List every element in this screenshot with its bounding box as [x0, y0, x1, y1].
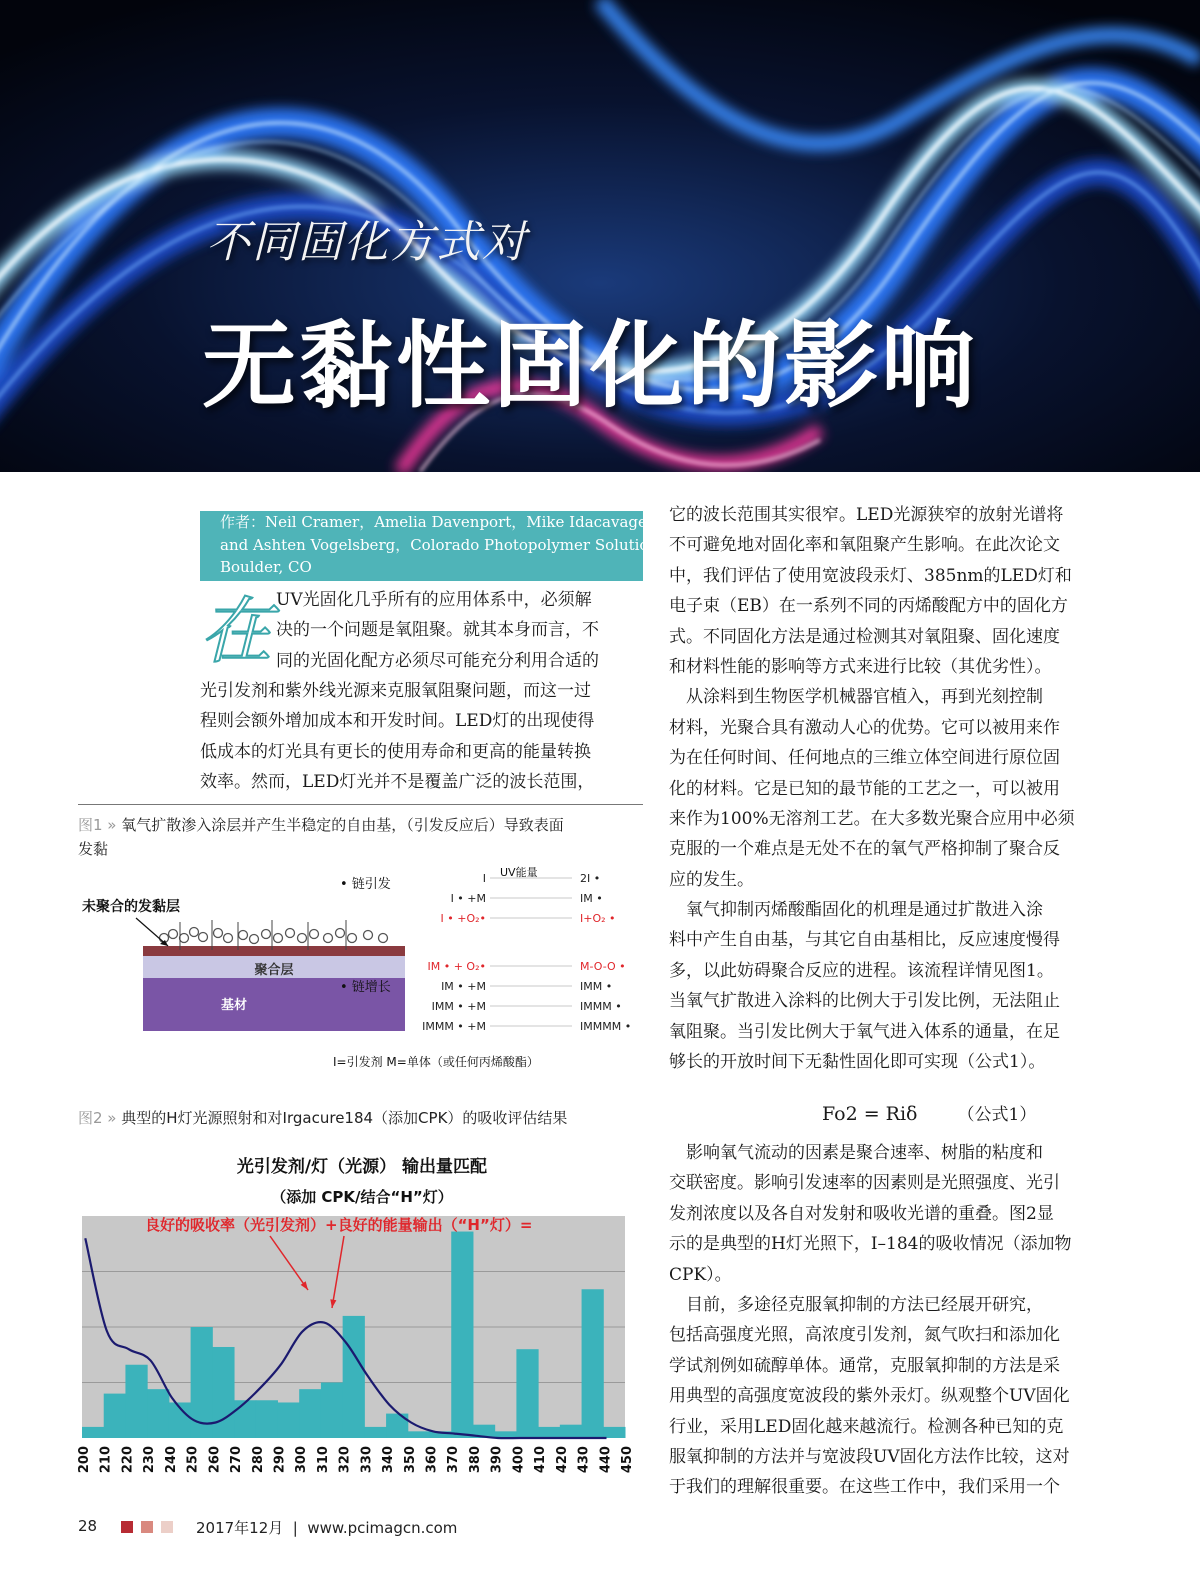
x-tick-label: 410 [533, 1446, 549, 1474]
right-column-bottom [669, 1138, 1112, 1503]
equation-1 [822, 1100, 1036, 1125]
text-line: 发剂浓度以及各自对发射和吸收光谱的重叠。图2显 [669, 1203, 1054, 1224]
reaction-products: IM • [580, 892, 603, 905]
x-tick-label: 330 [359, 1446, 375, 1474]
text-line: 服氧抑制的方法并与宽波段UV固化方法作比较，这对 [669, 1446, 1070, 1467]
author-box [200, 511, 671, 581]
figure1-diagram [78, 860, 643, 1070]
text-line: 效率。然而，LED灯光并不是覆盖广泛的波长范围， [200, 772, 595, 793]
text-line: 不可避免地对固化率和氧阻聚产生影响。在此次论文 [669, 535, 1060, 556]
chart-title: 光引发剂/灯（光源） 输出量匹配 [236, 1157, 488, 1177]
x-tick-label: 340 [381, 1446, 397, 1474]
bar-410 [538, 1427, 560, 1438]
x-tick-label: 200 [78, 1446, 92, 1474]
x-tick-label: 430 [576, 1446, 592, 1474]
figure2-caption-prefix: 图2 » [78, 1109, 117, 1127]
x-tick-label: 400 [511, 1446, 527, 1474]
text-line: 同的光固化配方必须尽可能充分利用合适的 [276, 650, 599, 671]
x-tick-label: 390 [489, 1446, 505, 1474]
text-line: CPK）。 [669, 1264, 732, 1285]
author-line: 作者：Neil Cramer，Amelia Davenport，Mike Idacavage [220, 513, 647, 531]
bar-400 [516, 1349, 538, 1438]
x-tick-label: 420 [554, 1446, 570, 1474]
figure1-caption-line: 氧气扩散渗入涂层并产生半稳定的自由基，（引发反应后）导致表面 [121, 816, 564, 834]
text-line: 电子束（EB）在一系列不同的丙烯酸配方中的固化方 [669, 596, 1068, 617]
x-tick-label: 300 [294, 1446, 310, 1474]
figure-divider [78, 804, 643, 805]
text-line: 多，以此妨碍聚合反应的进程。该流程详情见图1。 [669, 960, 1054, 981]
bar-310 [321, 1383, 343, 1439]
bar-320 [343, 1316, 365, 1438]
text-line: 式。不同固化方法是通过检测其对氧阻聚、固化速度 [669, 626, 1060, 647]
text-line: 化的材料。它是已知的最节能的工艺之一，可以被用 [669, 778, 1060, 799]
figure1-caption [78, 813, 643, 861]
oxygen-bubbles [160, 928, 388, 944]
x-tick-label: 280 [250, 1446, 266, 1474]
reaction-list [422, 872, 631, 1033]
x-tick-label: 370 [446, 1446, 462, 1474]
x-tick-label: 210 [98, 1446, 114, 1474]
reaction-reactants: I • +O₂• [440, 912, 486, 925]
x-tick-label: 270 [229, 1446, 245, 1474]
text-line: 交联密度。影响引发速率的因素则是光照强度、光引 [669, 1173, 1060, 1194]
label-polymer-layer: 聚合层 [254, 963, 294, 978]
article-title: 无黏性固化的影响 [202, 312, 979, 421]
reaction-products: M-O-O • [580, 960, 626, 973]
figure1-caption-prefix: 图1 » [78, 816, 117, 834]
reaction-reactants: IM • + O₂• [427, 960, 486, 973]
footer-square [121, 1521, 133, 1533]
text-line: 克服的一个难点是无处不在的氧气严格抑制了聚合反 [669, 839, 1060, 860]
bar-210 [104, 1394, 126, 1438]
x-tick-label: 260 [207, 1446, 223, 1474]
reaction-products: I+O₂ • [580, 912, 616, 925]
text-line: 中，我们评估了使用宽波段汞灯、385nm的LED灯和 [669, 565, 1072, 586]
reaction-reactants: IMMM • +M [422, 1020, 486, 1033]
drop-cap [200, 589, 273, 673]
chart-annotation: 良好的吸收率（光引发剂）+良好的能量输出（“H”灯）= [145, 1216, 533, 1234]
text-line: 低成本的灯光具有更长的使用寿命和更高的能量转换 [200, 741, 591, 762]
text-line: 包括高强度光照，高浓度引发剂，氮气吹扫和添加化 [669, 1325, 1060, 1346]
equation-text: Fo2 = Riδ [822, 1103, 918, 1125]
figure2-caption [78, 1106, 643, 1130]
bar-220 [125, 1365, 147, 1438]
x-tick-label: 440 [598, 1446, 614, 1474]
x-tick-label: 250 [185, 1446, 201, 1474]
reaction-reactants: I • +M [450, 892, 486, 905]
x-tick-label: 350 [402, 1446, 418, 1474]
text-line: UV光固化几乎所有的应用体系中，必须解 [276, 590, 592, 610]
author-line: and Ashten Vogelsberg，Colorado Photopolymer Solutions, [220, 535, 671, 554]
reaction-products: IMMMM • [580, 1020, 632, 1033]
footer-square [141, 1521, 153, 1533]
bar-300 [299, 1389, 321, 1438]
text-line: 当氧气扩散进入涂料的比例大于引发比例，无法阻止 [669, 991, 1060, 1012]
tacky-layer [143, 946, 405, 956]
figure1-caption-line: 发黏 [78, 840, 109, 858]
bar-370 [451, 1232, 473, 1438]
text-line: 够长的开放时间下无黏性固化即可实现（公式1）。 [669, 1052, 1046, 1073]
x-tick-label: 220 [120, 1446, 136, 1474]
author-line: Boulder, CO [220, 558, 312, 576]
text-line: 氧阻聚。当引发比例大于氧气进入体系的通量，在足 [669, 1021, 1060, 1042]
equation-tag: （公式1） [957, 1105, 1037, 1125]
article-subtitle: 不同固化方式对 [206, 217, 528, 268]
label-uv-energy: UV能量 [500, 866, 538, 879]
text-line: 氧气抑制丙烯酸酯固化的机理是通过扩散进入涂 [669, 900, 1043, 921]
page-number: 28 [78, 1517, 98, 1535]
chart-subtitle: （添加 CPK/结合“H”灯） [271, 1188, 453, 1206]
figure2-caption-text: 典型的H灯光源照射和对Irgacure184（添加CPK）的吸收评估结果 [121, 1109, 568, 1127]
text-line: 为在任何时间、任何地点的三维立体空间进行原位固 [669, 748, 1060, 769]
reaction-reactants: IM • +M [441, 980, 486, 993]
drop-cap-letter: 在 [200, 589, 273, 673]
left-column-body [200, 676, 643, 798]
right-column-top [669, 500, 1112, 1077]
label-tacky-layer: 未聚合的发黏层 [82, 899, 180, 915]
bar-290 [277, 1402, 299, 1438]
text-line: 决的一个问题是氧阻聚。就其本身而言，不 [276, 620, 599, 641]
x-tick-label: 290 [272, 1446, 288, 1474]
bar-330 [364, 1427, 386, 1438]
label-chain-propagation: • 链增长 [340, 980, 391, 995]
x-tick-label: 320 [337, 1446, 353, 1474]
text-line: 料中产生自由基，与其它自由基相比，反应速度慢得 [669, 930, 1060, 951]
bar-200 [82, 1427, 104, 1438]
text-line: 目前，多途径克服氧抑制的方法已经展开研究， [669, 1294, 1043, 1315]
text-line: 应的发生。 [669, 869, 754, 890]
reaction-reactants: IMM • +M [431, 1000, 486, 1013]
text-line: 学试剂例如硫醇单体。通常，克服氧抑制的方法是采 [669, 1355, 1060, 1376]
text-line: 于我们的理解很重要。在这些工作中，我们采用一个 [669, 1477, 1060, 1498]
label-substrate: 基材 [220, 998, 248, 1013]
bar-280 [256, 1400, 278, 1438]
label-chain-initiation: • 链引发 [340, 877, 391, 892]
reaction-products: IMMM • [580, 1000, 622, 1013]
text-line: 和材料性能的影响等方式来进行比较（其优劣性）。 [669, 656, 1052, 677]
bar-440 [603, 1427, 625, 1438]
text-line: 影响氧气流动的因素是聚合速率、树脂的粘度和 [669, 1143, 1043, 1163]
text-line: 光引发剂和紫外线光源来克服氧阻聚问题，而这一过 [200, 681, 591, 701]
x-tick-label: 360 [424, 1446, 440, 1474]
reaction-products: 2I • [580, 872, 601, 885]
bar-270 [234, 1400, 256, 1438]
x-tick-label: 380 [467, 1446, 483, 1474]
footer-square [161, 1521, 173, 1533]
bar-420 [560, 1425, 582, 1438]
x-tick-label: 310 [315, 1446, 331, 1474]
footer-date-url: 2017年12月 | www.pcimagcn.com [196, 1519, 458, 1537]
x-tick-label: 240 [163, 1446, 179, 1474]
bar-260 [212, 1347, 234, 1438]
figure2-chart [78, 1150, 643, 1490]
diffusion-lines [180, 920, 346, 950]
text-line: 用典型的高强度宽波段的紫外汞灯。纵观整个UV固化 [669, 1386, 1070, 1407]
text-line: 从涂料到生物医学机械器官植入，再到光刻控制 [669, 687, 1043, 708]
figure1-legend: I=引发剂 M=单体（或任何丙烯酸酯） [333, 1055, 539, 1069]
text-line: 程则会额外增加成本和开发时间。LED灯的出现使得 [200, 711, 595, 732]
bar-430 [582, 1289, 604, 1438]
text-line: 来作为100%无溶剂工艺。在大多数光聚合应用中必须 [669, 808, 1075, 829]
figure1-svg [78, 860, 643, 1070]
x-tick-labels [78, 1446, 635, 1473]
reaction-products: IMM • [580, 980, 613, 993]
absorption-chart [78, 1150, 643, 1490]
text-line: 它的波长范围其实很窄。LED光源狭窄的放射光谱将 [669, 505, 1064, 525]
text-line: 示的是典型的H灯光照下，I–184的吸收情况（添加物 [669, 1234, 1072, 1255]
bar-350 [408, 1431, 430, 1438]
text-line: 材料，光聚合具有激动人心的优势。它可以被用来作 [669, 717, 1060, 738]
text-line: 行业，采用LED固化越来越流行。检测各种已知的克 [669, 1416, 1064, 1437]
reaction-reactants: I [482, 872, 486, 885]
x-tick-label: 230 [142, 1446, 158, 1474]
bar-230 [147, 1389, 169, 1438]
left-column-indented [276, 585, 643, 676]
x-tick-label: 450 [620, 1446, 635, 1474]
